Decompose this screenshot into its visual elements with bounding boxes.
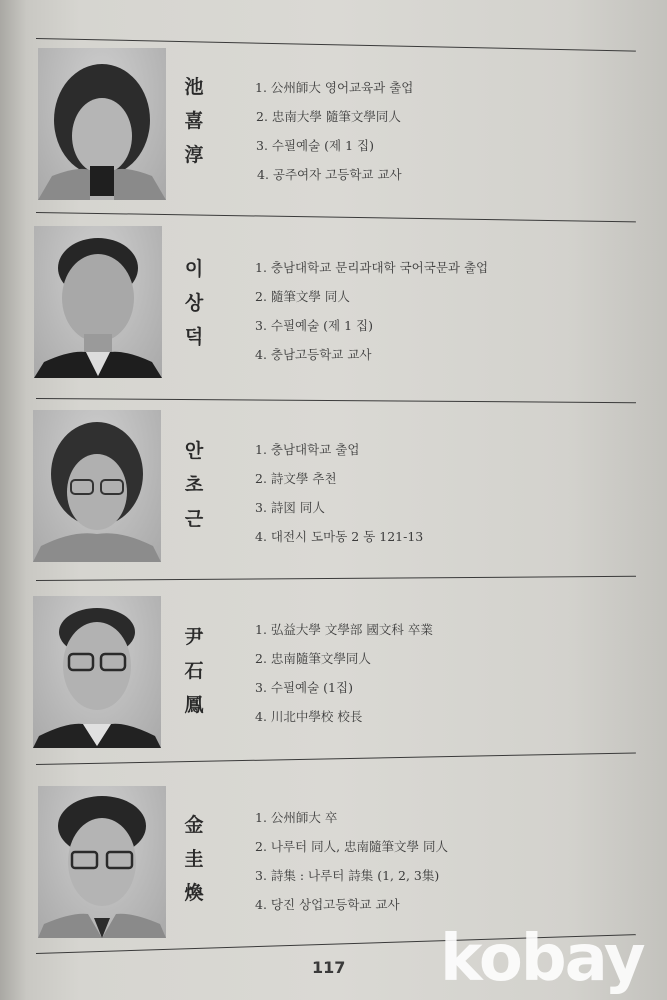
portrait-photo bbox=[33, 596, 161, 748]
divider-rule bbox=[36, 576, 636, 581]
bio-line: 4. 대전시 도마동 2 동 121-13 bbox=[255, 529, 424, 544]
bio-line: 3. 수필예술 (제 1 집) bbox=[255, 318, 373, 333]
divider-rule bbox=[36, 212, 636, 222]
bio-line: 2. 隨筆文學 同人 bbox=[255, 289, 350, 304]
author-name: 이 상 덕 bbox=[184, 258, 204, 348]
author-name: 尹 石 鳳 bbox=[184, 626, 204, 716]
bio-line: 2. 忠南隨筆文學同人 bbox=[255, 651, 371, 666]
bio-line: 4. 충남고등학교 교사 bbox=[255, 347, 372, 362]
author-name: 池 喜 淳 bbox=[184, 76, 204, 166]
author-bio bbox=[255, 78, 615, 194]
bio-line: 1. 충남대학교 문리과대학 국어국문과 출업 bbox=[255, 260, 489, 275]
page-number: 117 bbox=[312, 958, 346, 977]
portrait-photo bbox=[34, 226, 162, 378]
watermark-logo: kobay bbox=[440, 922, 644, 996]
author-bio bbox=[255, 258, 615, 374]
bio-line: 1. 公州師大 영어교육과 출업 bbox=[255, 80, 414, 95]
bio-line: 4. 당진 상업고등학교 교사 bbox=[255, 897, 400, 912]
author-bio bbox=[255, 808, 615, 924]
bio-line: 2. 忠南大學 隨筆文學同人 bbox=[256, 109, 401, 124]
bio-line: 2. 詩文學 추천 bbox=[255, 471, 337, 486]
divider-rule bbox=[36, 752, 636, 765]
bio-line: 4. 川北中學校 校長 bbox=[255, 709, 363, 724]
bio-line: 1. 公州師大 卒 bbox=[255, 810, 338, 825]
author-name: 안 초 근 bbox=[184, 440, 204, 530]
bio-line: 3. 수필예술 (1집) bbox=[255, 680, 353, 695]
portrait-photo bbox=[38, 786, 166, 938]
author-bio bbox=[255, 620, 615, 736]
bio-line: 3. 수필예술 (제 1 집) bbox=[256, 138, 374, 153]
bio-line: 3. 詩集 : 나루터 詩集 (1, 2, 3集) bbox=[255, 868, 440, 883]
portrait-photo bbox=[38, 48, 166, 200]
author-bio bbox=[255, 440, 615, 556]
bio-line: 2. 나루터 同人, 忠南隨筆文學 同人 bbox=[255, 839, 449, 854]
author-name: 金 圭 煥 bbox=[184, 814, 204, 904]
bio-line: 1. 弘益大學 文學部 國文科 卒業 bbox=[255, 622, 433, 637]
bio-line: 1. 충남대학교 출업 bbox=[255, 442, 360, 457]
bio-line: 4. 공주여자 고등학교 교사 bbox=[257, 167, 402, 182]
divider-rule bbox=[36, 398, 636, 403]
portrait-photo bbox=[33, 410, 161, 562]
bio-line: 3. 詩図 同人 bbox=[255, 500, 325, 515]
